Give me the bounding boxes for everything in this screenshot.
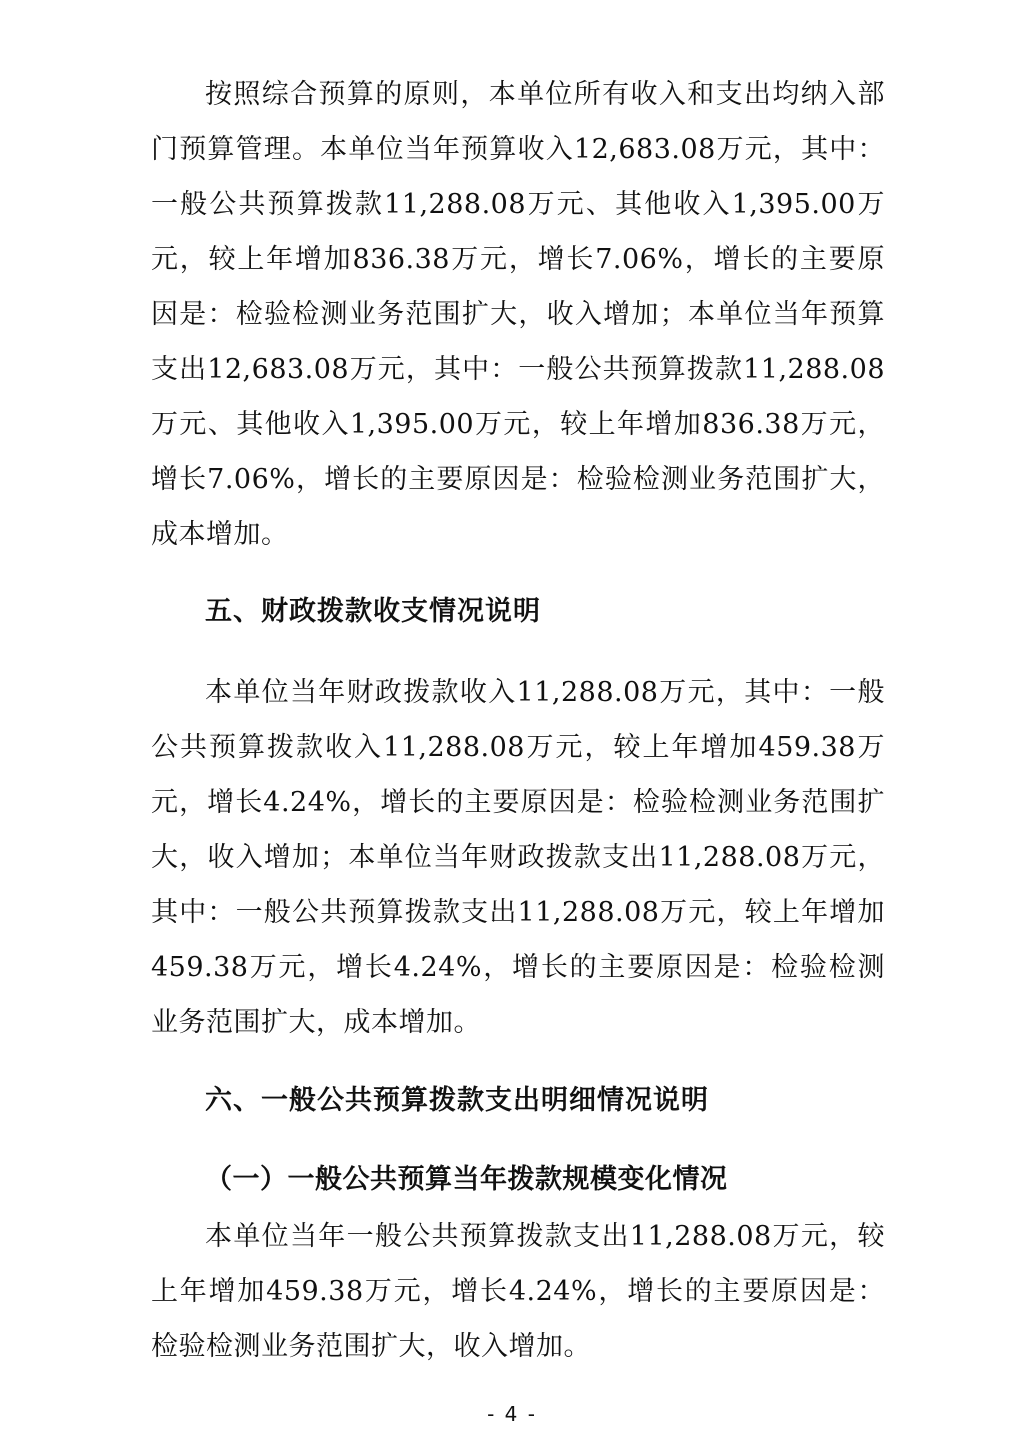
budget-principle-paragraph: 按照综合预算的原则，本单位所有收入和支出均纳入部门预算管理。本单位当年预算收入12,683.08万元，其中：一般公共预算拨款11,288.08万元、其他收入1,395.00万元，较上年增加836.38万元，增长7.06%，增长的主要原因是：检验检测业务范围扩大，收入增加；本单位当年预算支出12,683.08万元，其中：一般公共预算拨款11,288.08万元、其他收入1,395.00万元，较上年增加836.38万元，增长7.06%，增长的主要原因是：检验检测业务范围扩大，成本增加。	[151, 79, 885, 550]
fiscal-appropriation-paragraph: 本单位当年财政拨款收入11,288.08万元，其中：一般公共预算拨款收入11,288.08万元，较上年增加459.38万元，增长4.24%，增长的主要原因是：检验检测业务范围扩大，收入增加；本单位当年财政拨款支出11,288.08万元，其中：一般公共预算拨款支出11,288.08万元，较上年增加459.38万元，增长4.24%，增长的主要原因是：检验检测业务范围扩大，成本增加。	[151, 677, 885, 1038]
subsection-one-heading: （一）一般公共预算当年拨款规模变化情况	[205, 1164, 728, 1195]
page-number: - 4 -	[487, 1402, 537, 1426]
general-budget-scale-paragraph: 本单位当年一般公共预算拨款支出11,288.08万元，较上年增加459.38万元，增长4.24%，增长的主要原因是：检验检测业务范围扩大，收入增加。	[151, 1221, 885, 1362]
section-five-heading: 五、财政拨款收支情况说明	[205, 596, 541, 627]
section-six-heading: 六、一般公共预算拨款支出明细情况说明	[205, 1085, 709, 1116]
